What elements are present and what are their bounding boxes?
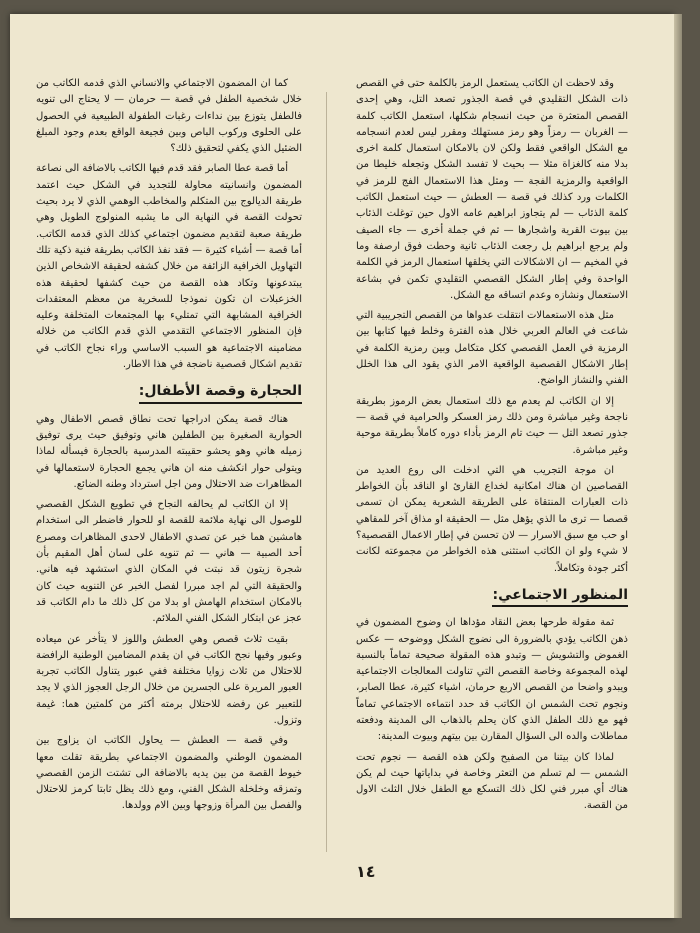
left-column: [36, 76, 302, 819]
section-heading-social: المنظور الاجتماعي:: [492, 587, 628, 607]
column-divider: [326, 92, 327, 852]
paragraph: مثل هذه الاستعمالات انتقلت عدواها من القصص التجريبية التي شاعت في العالم العربي خلال هذه الفترة وخلط فيها كتابها بين الرمزية في العمل القصصي ككل متكامل وبين رمزية الكلمة في إطار الاشكال القصصية الواقعية الامر الذي يقود الى هذا الخلل الفني والنشاز الواضح.: [356, 310, 628, 387]
paragraph: وفي قصة — العطش — يحاول الكاتب ان يزاوج بين المضمون الوطني والمضمون الاجتماعي بطريقة تقلت معها خيوط القصة من بين يديه بالاضافة الى تشتت الزمن القصصي وتمزقه وخلخلة الشكل الفني، ومع ذلك يظل ثابتا كرمز للاحتلال والفصل بين المرأة وزوجها وبين الام وولدها.: [36, 735, 302, 812]
paragraph: كما ان المضمون الاجتماعي والانساني الذي قدمه الكاتب من خلال شخصية الطفل في قصة — حرمان — لا يحتاج الى تنويه فالطفل يتوزع بين نداءات رغبات الطفولة الطبيعية في الحصول على الحلوى وركوب الباص وبين فجيعة الواقع بعدم وجود المبلغ الضئيل الذي يكفي لتحقيق ذلك؟: [36, 78, 302, 155]
paragraph: أما قصة عطا الصابر فقد قدم فيها الكاتب بالاضافة الى نصاعة المضمون وانسانيته محاولة للتجديد في الشكل حيث اعتمد طريقة الديالوج بين المتكلم والمخاطب الوهمي الذي لا يرد بحيث تحولت القصة في النهاية الى ما يشبه المنولوج الطويل وهي طريقة صعبة لتقديم مضمون اجتماعي كذلك الذي قدمه الكاتب. أما قصة — أشياء كثيرة — فقد نفذ الكاتب بطريقة فنية ذكية تلك التهاويل الخرافية الزائفة من خلال كشفه لحقيقة الاشخاص الذين يبتدعونها وتكاد هذه القصة من حيث كشفها لحقيقة هذه الخزعبلات ان تكون نموذجا للسخرية من معظم المعتقدات الخرافية المشابهة التي تمتليء بها المجتمعات المتخلفة وعليه فإن المنظور الاجتماعي التقدمي الذي قدم الكاتب من خلاله مضامينه الاجتماعية هو السبب الاساسي وراء نجاح الكاتب في تقديم اشكال قصصية ناضجة في هذا الاطار.: [36, 163, 302, 371]
paragraph: لماذا كان بيتنا من الصفيح ولكن هذه القصة — نجوم تحت الشمس — لم تسلم من التعثر وخاصة في بداياتها حيث لم يكن هناك أي مبرر فني لكل ذلك التسكع مع الطفل خلال الثلث الاول من القصة.: [356, 751, 628, 812]
section-heading-stones: الحجارة وقصة الأطفال:: [139, 383, 302, 403]
paragraph: بقيت ثلاث قصص وهي العطش واللوز لا يتأخر عن ميعاده وعبور وفيها نجح الكاتب في ان يقدم المضامين الوطنية الرافضة للاحتلال من ثلاث زوايا مختلفة ففي عبور يتناول الكاتب تجربة العبور المريرة على الجسرين من خلال الرجل العجوز الذي لا يجد للتعبير عن رفضه للاحتلال برمته أكثر من كلمتين هما: غيمة وتزول.: [36, 633, 302, 726]
paragraph: هناك قصة يمكن ادراجها تحت نطاق قصص الاطفال وهي الحوارية الصغيرة بين الطفلين هاني وتوفيق حيث يرى توفيق زميله هاني وهو يحشو حقيبته المدرسية بالحجارة فيسأله لماذا ويتولى حوار انكشف منه ان هاني يجمع الحجارة لاستعمالها في المظاهرات ضد الاحتلال ومن اجل استرداد وطنه الضائع.: [36, 413, 302, 490]
paragraph: إلا ان الكاتب لم يحالفه النجاح في تطويع الشكل القصصي للوصول الى نهاية ملائمة للقصة او للحوار فاضطر الى استخدام هامشين هما خبر عن تصدي الاطفال لاحدى المظاهرات ومصرع أحد الصبية — هاني — ثم تنويه على لسان أهل المقيم بأن شجرة زيتون قد نبتت في المكان الذي استشهد فيه هاني. والحقيقة التي لم اجد مبررا لفصل الخبر عن التنويه حيث كان بالامكان استخدام الهامش او بدلا من كل ذلك ما دام الكاتب قد عجز عن ابتكار الشكل الفني الملائم.: [36, 499, 302, 625]
paragraph: إلا ان الكاتب لم يعدم مع ذلك استعمال بعض الرموز بطريقة ناجحة وغير مباشرة ومن ذلك رمز العسكر والحرامية في قصة — جذور تصعد التل — حيث تام الرمز بأداء دوره كاملاً بطريقة موحية وغير مباشرة.: [356, 395, 628, 456]
magazine-page: [10, 14, 674, 918]
paragraph: ثمة مقولة طرحها بعض النقاد مؤداها ان وضوح المضمون في ذهن الكاتب يؤدي بالضرورة الى نضوج الشكل ووضوحه — عكس الغموض والتشويش — وتبدو هذه المقولة صحيحة تماماً بالنسبة لهذه المجموعة وخاصة القصص التي تناولت المعالجات الاجتماعية ويبدو واضحا من القصص الاربع حرمان، اشياء كثيرة، عطا الصابر، ونجوم تحت الشمس ان الكاتب قد حدد انتماءه الاجتماعي تماماً فهو مع ذلك الطفل الذي كان يحلم بالذهاب الى المدينة ودفعته مماطلات والده الى السؤال المقارن بين بيتهم وبيوت المدينة:: [356, 617, 628, 743]
page-number: ١٤: [356, 862, 376, 881]
paragraph: ان موجة التجريب هي التي ادخلت الى روع العديد من القصاصين ان هناك امكانية لخداع القارئ او الناقد بأن الخواطر ذات العبارات المنتقاة على الطريقة الشعرية يمكن ان تسمى قصصا — ترى ما الذي يؤهل مثل — الحقيقة او مذاق آخر للمقاهي او حب مع سبق الاسرار — لان تحسن في إطار الاعمال القصصية؟ لا شيء ولو ان الكاتب استثنى هذه الخواطر من مجموعته لكانت أكثر جودة وتكاملاً.: [356, 464, 628, 574]
paragraph: وقد لاحظت ان الكاتب يستعمل الرمز بالكلمة حتى في القصص ذات الشكل التقليدي في قصة الجذور تصعد التل، وهي إحدى القصص المتعثرة من حيث انسجام شكلها، استعمل الكاتب كلمة — الغربان — رمزاً وهو رمز مستهلك ومقرر ليس لعدم انسجامه مع الشكل الواقعي فقط ولكن لان بالامكان استعمال كلمة اخرى بدلا منه كالغزاة مثلا — بحيث لا تفسد الشكل وتجعله خليطا من الواقعية والرمزية الفجة — ومثل هذا الاستعمال الفج للرمز في الكلمات ورد كذلك في قصة — العطش — حيث استعمل الكاتب كلمة الذئاب — لم يتجاوز ابراهيم عامه الاول حين توغلت الذئاب بين بيوت القرية واشجارها — ثم في جملة أخرى — جاء الصيف ولم يرجع ابراهيم بل رجعت الذئاب ثانية وحطت فوق ارصفة وما في المخيم — ان الاشكالات التي يخلقها استعمال الرمز في الكلمة الواحدة وفي إطار الشكل القصصي التقليدي تكمن في بشاعة الاستعمال ونشازه وعدم اتساقه مع الشكل.: [356, 78, 628, 301]
right-column: [356, 76, 628, 819]
book-binding-edge: [674, 14, 682, 918]
